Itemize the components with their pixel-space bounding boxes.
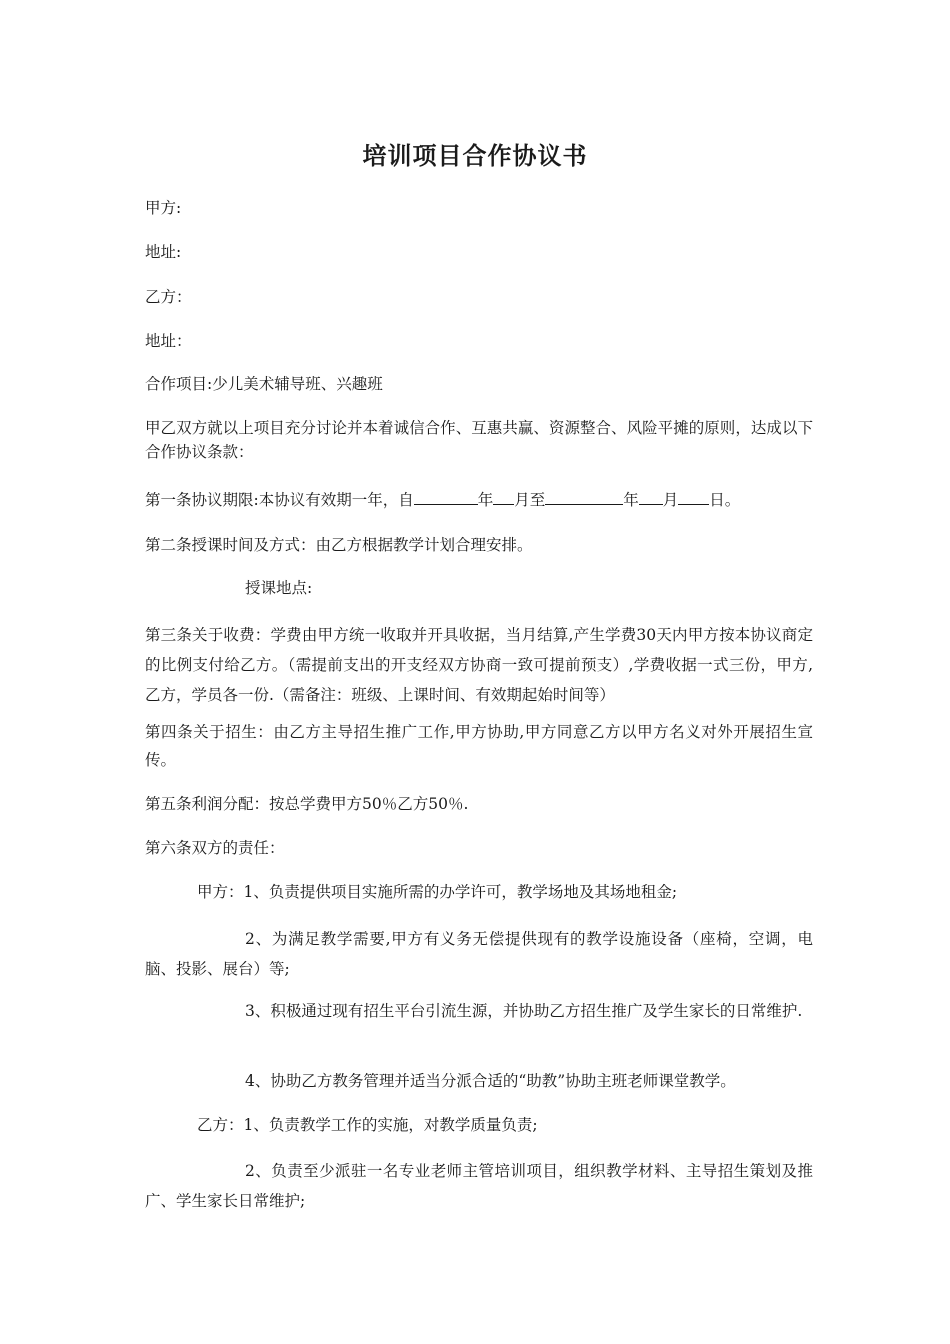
article-2-schedule: 第二条授课时间及方式：由乙方根据教学计划合理安排。 (145, 536, 533, 554)
article-1-month-to-label: 月至 (514, 491, 546, 509)
teaching-location-label: 授课地点: (245, 579, 313, 597)
party-b-label: 乙方： (145, 288, 192, 306)
party-b-duty-2: 2、负责至少派驻一名专业老师主管培训项目，组织教学材料、主导招生策划及推广、学生家长日常维护; (145, 1162, 813, 1210)
article-1-end-year-label: 年 (623, 491, 639, 509)
article-1-end-month-label: 月 (662, 491, 679, 509)
article-5-profit-split: 第五条利润分配：按总学费甲方50％乙方50％. (145, 795, 469, 813)
article-1-term (145, 487, 813, 512)
party-a-duty-1: 甲方：1、负责提供项目实施所需的办学许可，教学场地及其场地租金; (197, 883, 678, 901)
party-a-duty-3: 3、积极通过现有招生平台引流生源，并协助乙方招生推广及学生家长的日常维护. (245, 1002, 803, 1020)
article-3-fees: 第三条关于收费：学费由甲方统一收取并开具收据，当月结算,产生学费30天内甲方按本协议商定的比例支付给乙方。（需提前支出的开支经双方协商一致可提前预支）,学费收据一式三份，甲方,乙方，学员各一份.（需备注：班级、上课时间、有效期起始时间等） (145, 626, 813, 704)
end-day-blank[interactable] (678, 487, 709, 505)
article-1-year-label: 年 (477, 491, 494, 509)
party-a-duty-4: 4、协助乙方教务管理并适当分派合适的“助教”协助主班老师课堂教学。 (245, 1072, 736, 1090)
end-month-blank[interactable] (639, 487, 663, 505)
party-b-address-label: 地址： (145, 332, 192, 350)
article-4-enrollment: 第四条关于招生：由乙方主导招生推广工作,甲方协助,甲方同意乙方以甲方名义对外开展招生宣传。 (145, 723, 813, 769)
party-a-duty-2: 2、为满足教学需要,甲方有义务无偿提供现有的教学设施设备（座椅，空调，电脑、投影、展台）等; (145, 930, 813, 978)
cooperation-project: 合作项目:少儿美术辅导班、兴趣班 (145, 375, 383, 393)
preamble-paragraph: 甲乙双方就以上项目充分讨论并本着诚信合作、互惠共赢、资源整合、风险平摊的原则，达成以下合作协议条款： (145, 419, 813, 461)
end-year-blank[interactable] (545, 487, 623, 505)
document-title: 培训项目合作协议书 (362, 141, 588, 170)
article-1-prefix: 第一条协议期限:本协议有效期一年，自 (145, 491, 414, 509)
start-year-blank[interactable] (414, 487, 478, 505)
article-1-day-label: 日。 (709, 491, 741, 509)
start-month-blank[interactable] (493, 487, 514, 505)
party-a-label: 甲方: (145, 199, 182, 217)
party-a-address-label: 地址: (145, 243, 182, 261)
party-b-duty-1: 乙方：1、负责教学工作的实施，对教学质量负责; (197, 1116, 538, 1134)
article-6-responsibilities: 第六条双方的责任： (145, 839, 285, 857)
